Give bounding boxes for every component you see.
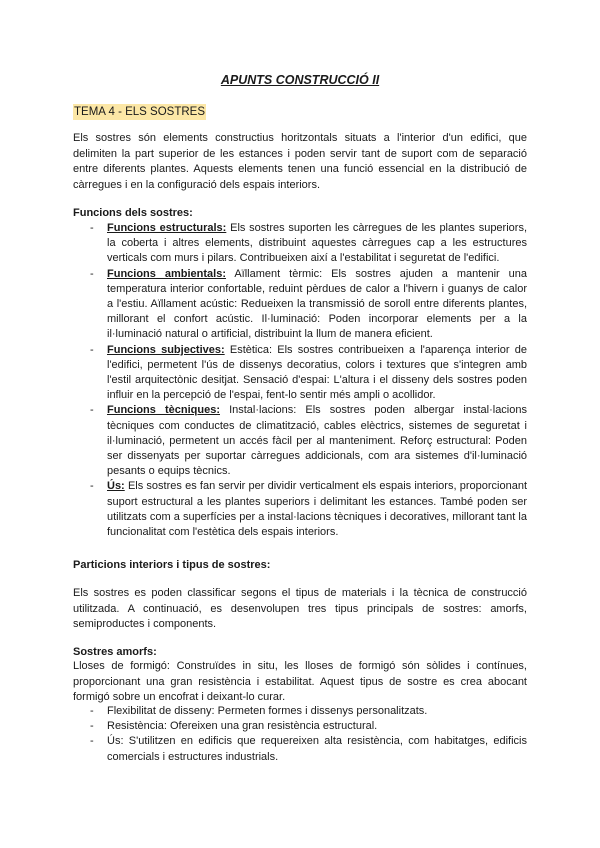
amorphous-item: Ús: S'utilitzen en edificis que requereixen alta resistència, com habitatges, edificis comercials i estructures industrials. [107, 735, 527, 763]
list-item [73, 704, 527, 719]
bullet-dash: - [90, 222, 94, 234]
bullet-dash: - [90, 267, 94, 280]
bullet-dash: - [90, 735, 94, 748]
bullet-dash: - [90, 343, 94, 356]
function-text: Estètica: Els sostres contribueixen a l'aparença interior de l'edifici, permetent l'ús de dissenys decoratius, colors i textures que s'integren amb l'estil arquitectònic desitjat. Sensació d'espai: L'altura i el disseny dels sostres poden influir en la percepció de l'espai, fent-lo sentir més ampli o acollidor. [107, 343, 527, 402]
function-term: Ús: [107, 480, 125, 493]
function-term: Funcions tècniques: [107, 404, 220, 417]
amorphous-heading: Sostres amorfs: [73, 646, 157, 658]
bullet-dash: - [90, 705, 94, 717]
partitions-heading: Particions interiors i tipus de sostres: [73, 559, 271, 571]
list-item [73, 734, 527, 764]
list-item [73, 343, 527, 404]
intro-paragraph: Els sostres són elements constructius horitzontals situats a l'interior d'un edifici, que delimiten la part superior de les estances i poden servir tant de suport com de separació entre diferents plantes. Aquests elements tenen una funció essencial en la distribució de càrregues i en la configuració dels espais interiors. [73, 132, 527, 192]
amorphous-item: Resistència: Ofereixen una gran resistència estructural. [107, 720, 378, 733]
document-title: APUNTS CONSTRUCCIÓ II [220, 73, 380, 87]
bullet-dash: - [90, 404, 94, 417]
list-item [73, 403, 527, 479]
topic-heading: TEMA 4 - ELS SOSTRES [74, 106, 206, 118]
amorphous-item: Flexibilitat de disseny: Permeten formes i dissenys personalitzats. [107, 705, 428, 717]
amorphous-list [73, 704, 527, 765]
function-text: Els sostres es fan servir per dividir verticalment els espais interiors, proporcionant suport estructural a les plantes superiors i delimitant les estances. També poden ser utilitzats com a superfícies per a instal·lacions tècniques i decoratives, millorant tant la funcionalitat com l'estètica dels espais interiors. [107, 480, 527, 539]
list-item [73, 479, 527, 540]
amorphous-paragraph: Lloses de formigó: Construïdes in situ, les lloses de formigó són sòlides i contínues, proporcionant una gran resistència i estabilitat. Aquest tipus de sostre es crea abocant formigó sobre un encofrat i deixant-lo curar. [73, 660, 527, 704]
list-item [73, 221, 527, 267]
list-item [73, 719, 527, 734]
function-term: Funcions subjectives: [107, 343, 225, 356]
bullet-dash: - [90, 720, 94, 733]
functions-list [73, 221, 527, 540]
function-text: Els sostres suporten les càrregues de les plantes superiors, la coberta i altres elements, distribuint aquestes càrregues cap a les estructures verticals com murs i pilars. Contribueixen així a l'estabilitat i seguretat de l'edifici. [107, 222, 527, 265]
function-text: Instal·lacions: Els sostres poden albergar instal·lacions tècniques com conductes de climatització, cables elèctrics, sistemes de seguretat i il·luminació, permetent un accés fàcil per al manteniment. Reforç estructural: Poden ser dissenyats per suportar càrregues addicionals, com ara sistemes d'il·luminació pesants o equips tècnics. [107, 404, 527, 478]
function-term: Funcions estructurals: [107, 222, 227, 234]
function-text: Aïllament tèrmic: Els sostres ajuden a mantenir una temperatura interior confortable, reduint pèrdues de calor a l'hivern i guanys de calor a l'estiu. Aïllament acústic: Redueixen la transmissió de soroll entre diferents plantes, millorant el confort acústic. Il·luminació: Poden incorporar elements per a la il·luminació natural o artificial, distribuint la llum de manera eficient. [107, 267, 527, 341]
functions-heading: Funcions dels sostres: [73, 207, 193, 219]
bullet-dash: - [90, 480, 94, 493]
function-term: Funcions ambientals: [107, 267, 226, 280]
partitions-paragraph: Els sostres es poden classificar segons el tipus de materials i la tècnica de construcció utilitzada. A continuació, es desenvolupen tres tipus principals de sostres: amorfs, semiproductes i components. [73, 587, 527, 631]
list-item [73, 267, 527, 343]
